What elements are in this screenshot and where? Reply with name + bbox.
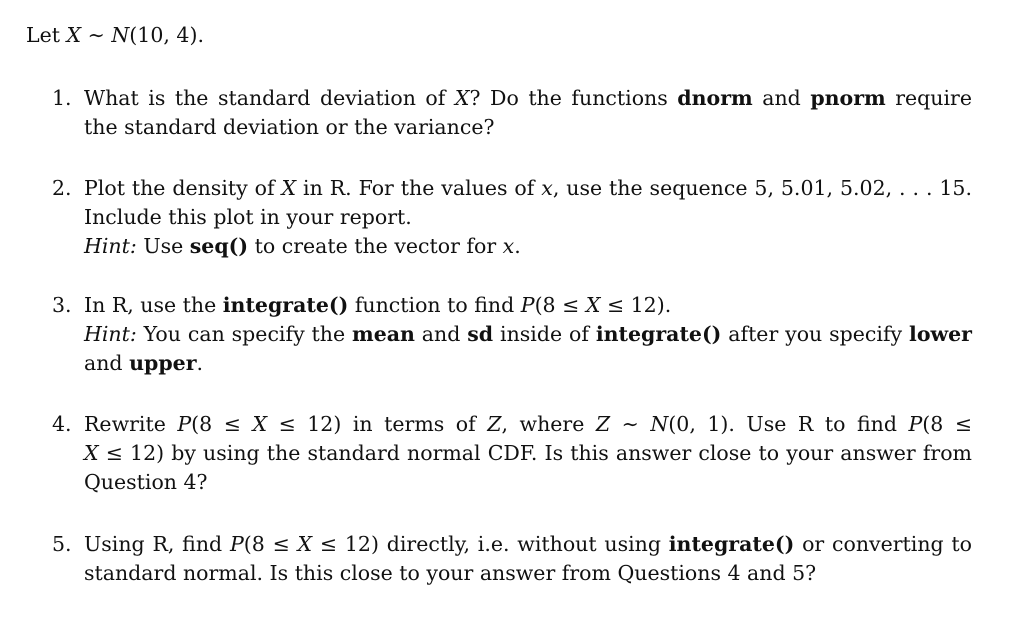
question-number: 3. xyxy=(52,293,72,317)
text-run: inside of xyxy=(493,322,596,346)
question-body xyxy=(84,291,972,378)
function-name: integrate() xyxy=(222,293,349,317)
intro-params: (10, 4). xyxy=(129,23,204,47)
argument-name: sd xyxy=(467,322,494,346)
function-name: integrate() xyxy=(595,322,722,346)
text-run: and xyxy=(84,351,130,375)
math-variable: P xyxy=(229,532,244,556)
text-run: You can specify the xyxy=(136,322,352,346)
text-run: In R, use the xyxy=(84,293,223,317)
hint-label: Hint: xyxy=(84,234,137,258)
question-body xyxy=(84,84,972,142)
question-number: 1. xyxy=(52,86,72,110)
text-run: . xyxy=(196,351,204,375)
question-number: 5. xyxy=(52,532,72,556)
text-run: . xyxy=(514,234,521,258)
argument-name: lower xyxy=(909,322,972,346)
question-line xyxy=(84,291,972,320)
text-run: (8 ≤ xyxy=(922,412,973,436)
hint-label: Hint: xyxy=(84,322,137,346)
text-run: ≤ 12) directly, i.e. without using xyxy=(312,532,669,556)
math-variable: X xyxy=(454,86,470,110)
text-run: function to find xyxy=(348,293,521,317)
text-run: Rewrite xyxy=(84,412,178,436)
text-run: , use the sequence 5, 5.01, 5.02, . . . 15. xyxy=(552,176,972,200)
math-variable: X xyxy=(252,412,268,436)
text-run: (0, 1). Use R to find xyxy=(668,412,909,436)
text-run: or converting to xyxy=(794,532,973,556)
question-2 xyxy=(52,174,972,261)
text-run: Use xyxy=(136,234,190,258)
text-run: (8 ≤ xyxy=(191,412,253,436)
text-run: Plot the density of xyxy=(84,176,282,200)
question-line: the standard deviation or the variance? xyxy=(84,115,495,139)
function-name: pnorm xyxy=(810,86,886,110)
question-line: Question 4? xyxy=(84,470,208,494)
hint-line xyxy=(84,320,972,349)
text-run: require xyxy=(885,86,972,110)
math-variable: Z xyxy=(487,412,502,436)
math-variable: Z xyxy=(595,412,611,436)
intro-let: Let xyxy=(26,23,60,47)
text-run: to create the vector for xyxy=(248,234,503,258)
text-run: and xyxy=(414,322,468,346)
question-line: standard normal. Is this close to your answer from Questions 4 and 5? xyxy=(84,561,817,585)
intro-distribution: N xyxy=(111,23,130,47)
text-run: ≤ 12) by using the standard normal CDF. Is this answer close to your answer from xyxy=(98,441,972,465)
intro-line xyxy=(26,21,204,50)
function-name: seq() xyxy=(189,234,249,258)
text-run: (8 ≤ xyxy=(243,532,298,556)
question-line xyxy=(84,410,972,439)
question-body xyxy=(84,410,972,497)
math-variable: X xyxy=(281,176,297,200)
question-number: 4. xyxy=(52,412,72,436)
intro-tilde: ∼ xyxy=(81,23,112,47)
math-variable: N xyxy=(650,412,669,436)
text-run: ≤ 12) in terms of xyxy=(267,412,488,436)
math-variable: X xyxy=(84,441,99,465)
hint-line xyxy=(84,232,972,261)
math-variable: X xyxy=(297,532,313,556)
question-4 xyxy=(52,410,972,497)
question-line xyxy=(84,530,972,559)
argument-name: mean xyxy=(352,322,415,346)
math-variable: x xyxy=(541,176,553,200)
argument-name: upper xyxy=(129,351,197,375)
text-run: (8 ≤ xyxy=(534,293,586,317)
math-variable: X xyxy=(585,293,601,317)
text-run: ≤ 12). xyxy=(600,293,672,317)
question-number: 2. xyxy=(52,176,72,200)
text-run: What is the standard deviation of xyxy=(84,86,455,110)
function-name: integrate() xyxy=(668,532,795,556)
text-run: ∼ xyxy=(610,412,651,436)
math-variable: P xyxy=(520,293,535,317)
math-variable: P xyxy=(908,412,923,436)
question-3 xyxy=(52,291,972,378)
text-run: in R. For the values of xyxy=(296,176,542,200)
question-line xyxy=(84,439,972,468)
text-run: and xyxy=(752,86,811,110)
question-1 xyxy=(52,84,972,142)
intro-variable: X xyxy=(66,23,82,47)
question-line xyxy=(84,174,972,203)
question-line xyxy=(84,84,972,113)
question-line: Include this plot in your report. xyxy=(84,205,412,229)
question-5 xyxy=(52,530,972,588)
text-run: ? Do the functions xyxy=(469,86,678,110)
text-run: after you specify xyxy=(721,322,910,346)
math-variable: P xyxy=(177,412,192,436)
hint-line xyxy=(84,349,972,378)
question-body xyxy=(84,174,972,261)
math-variable: x xyxy=(502,234,515,258)
text-run: Using R, find xyxy=(84,532,230,556)
question-body xyxy=(84,530,972,588)
text-run: , where xyxy=(501,412,596,436)
function-name: dnorm xyxy=(677,86,753,110)
